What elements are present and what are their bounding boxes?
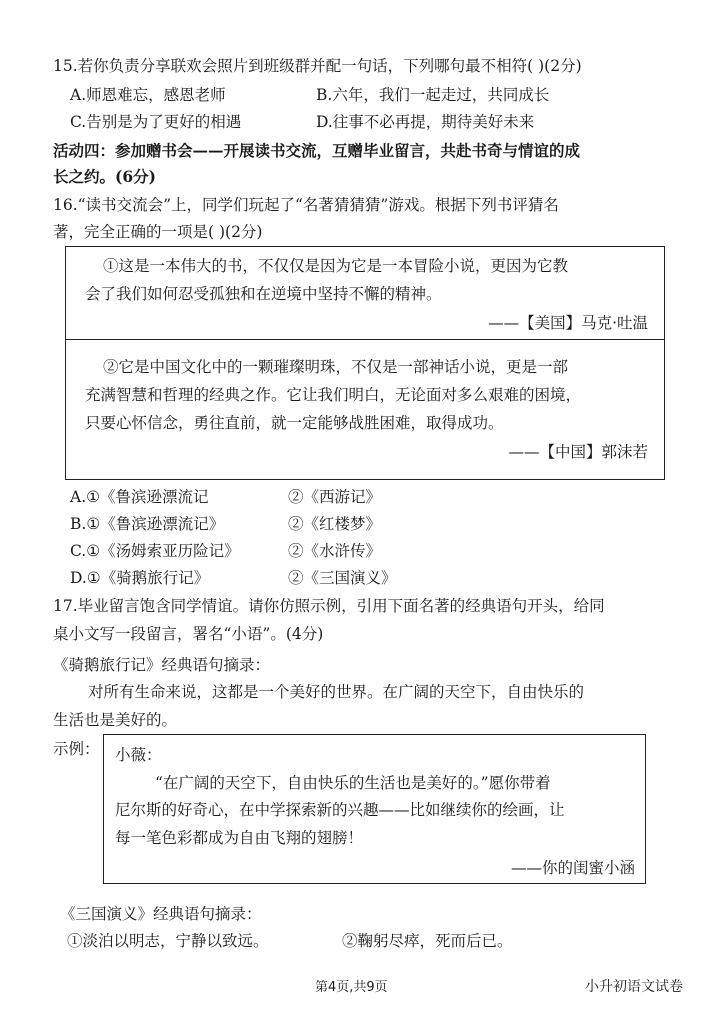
- q15-question: 15.若你负责分享联欢会照片到班级群并配一句话，下列哪句最不相符( )(2分): [53, 57, 582, 75]
- q16-option-c-1: C.①《汤姆索亚历险记》: [70, 542, 240, 560]
- q15-option-d: D.往事不必再提，期待美好未来: [316, 113, 535, 131]
- example-line2: 尼尔斯的好奇心，在中学探索新的兴趣——比如继续你的绘画，让: [115, 801, 565, 819]
- q16-option-b-2: ②《红楼梦》: [288, 515, 382, 533]
- review-divider: [66, 339, 664, 340]
- excerpt2-quote-1: ①淡泊以明志，宁静以致远。: [67, 932, 269, 950]
- q17-question-line1: 17.毕业留言饱含同学情谊。请你仿照示例，引用下面名著的经典语句开头，给同: [53, 597, 605, 615]
- activity4-heading-line2: 长之约。(6分): [53, 167, 156, 186]
- review2-line1: ②它是中国文化中的一颗璀璨明珠，不仅是一部神话小说，更是一部: [103, 358, 569, 376]
- review1-line1: ①这是一本伟大的书，不仅仅是因为它是一本冒险小说，更因为它教: [103, 257, 569, 275]
- excerpt2-quote-2: ②鞠躬尽瘁，死而后已。: [342, 932, 513, 950]
- q16-option-d-2: ②《三国演义》: [288, 569, 397, 587]
- page-number: 第4页,共9页: [315, 980, 388, 995]
- q16-question-line1: 16.“读书交流会”上，同学们玩起了“名著猜猜猜”游戏。根据下列书评猜名: [53, 196, 559, 214]
- q15-option-b: B.六年，我们一起走过，共同成长: [316, 86, 550, 104]
- q16-option-c-2: ②《水浒传》: [288, 542, 382, 560]
- review1-author: ——【美国】马克·吐温: [488, 314, 648, 332]
- excerpt-line2: 生活也是美好的。: [53, 711, 178, 729]
- excerpt-title: 《骑鹅旅行记》经典语句摘录：: [53, 656, 271, 674]
- example-label: 示例：: [53, 740, 100, 758]
- review1-line2: 会了我们如何忍受孤独和在逆境中坚持不懈的精神。: [85, 285, 442, 303]
- q16-option-d-1: D.①《骑鹅旅行记》: [70, 569, 210, 587]
- q16-option-a-1: A.①《鲁滨逊漂流记: [70, 488, 209, 506]
- example-line3: 每一笔色彩都成为自由飞翔的翅膀！: [115, 829, 364, 847]
- example-line1: “在广阔的天空下，自由快乐的生活也是美好的。”愿你带着: [155, 774, 551, 792]
- footer-title: 小升初语文试卷: [585, 979, 683, 995]
- q15-option-a: A.师恩难忘，感恩老师: [70, 86, 226, 104]
- q16-option-b-1: B.①《鲁滨逊漂流记》: [70, 515, 225, 533]
- activity4-heading-line1: 活动四：参加赠书会——开展读书交流，互赠毕业留言，共赴书奇与情谊的成: [53, 141, 581, 160]
- review2-author: ——【中国】郭沫若: [508, 443, 648, 461]
- excerpt2-title: 《三国演义》经典语句摘录：: [60, 905, 262, 923]
- q16-question-line2: 著，完全正确的一项是( )(2分): [53, 223, 263, 241]
- example-signature: ——你的闺蜜小涵: [510, 859, 635, 877]
- example-salutation: 小薇：: [115, 746, 162, 764]
- review2-line2: 充满智慧和哲理的经典之作。它让我们明白，无论面对多么艰难的困境，: [85, 386, 582, 404]
- q16-option-a-2: ②《西游记》: [288, 488, 382, 506]
- q15-option-c: C.告别是为了更好的相遇: [70, 113, 242, 131]
- q17-question-line2: 桌小文写一段留言，署名“小语”。(4分): [53, 625, 324, 643]
- review2-line3: 只要心怀信念，勇往直前，就一定能够战胜困难，取得成功。: [85, 414, 504, 432]
- excerpt-line1: 对所有生命来说，这都是一个美好的世界。在广阔的天空下，自由快乐的: [88, 683, 585, 701]
